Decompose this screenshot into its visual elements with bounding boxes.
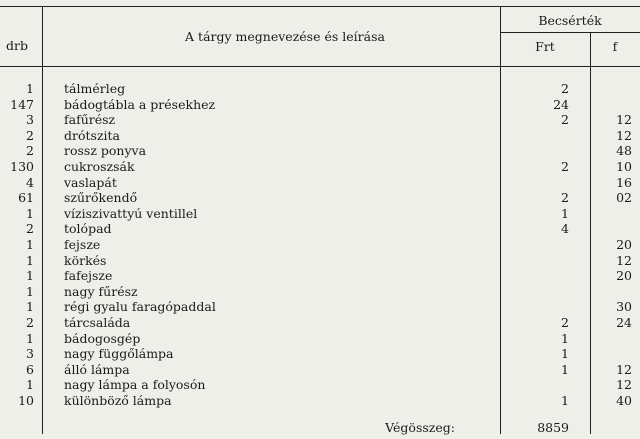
- header-f: f: [612, 39, 618, 54]
- row-name: bádogosgép: [64, 330, 141, 346]
- row-f: 48: [616, 143, 632, 159]
- row-f: 12: [616, 127, 632, 143]
- row-f: 10: [616, 159, 632, 174]
- row-count: 3: [26, 112, 34, 128]
- table-row: [0, 393, 640, 409]
- table-row: [0, 237, 640, 253]
- row-count: 1: [26, 283, 34, 299]
- table-row: [0, 112, 640, 128]
- row-name: fejsze: [64, 237, 101, 252]
- row-count: 1: [26, 81, 34, 96]
- row-name: víziszivattyú ventillel: [64, 205, 198, 221]
- row-name: körkés: [64, 252, 107, 268]
- row-count: 4: [26, 174, 34, 190]
- table-row: [0, 315, 640, 331]
- row-name: nagy fűrész: [64, 283, 138, 299]
- table-row: [0, 284, 640, 300]
- row-f: 30: [616, 299, 632, 315]
- row-count: 1: [26, 268, 34, 284]
- row-frt: 1: [561, 346, 569, 362]
- table-row: [0, 190, 640, 206]
- row-f: 12: [616, 252, 632, 268]
- row-name: rossz ponyva: [64, 143, 147, 159]
- row-frt: 2: [561, 315, 569, 330]
- row-f: 24: [616, 315, 632, 330]
- table-row: [0, 253, 640, 269]
- row-frt: 1: [561, 393, 569, 408]
- table-row: [0, 81, 640, 97]
- row-frt: 24: [553, 96, 569, 112]
- row-name: régi gyalu faragópaddal: [64, 299, 216, 315]
- row-count: 147: [10, 96, 34, 112]
- table-row: [0, 362, 640, 378]
- row-name: bádogtábla a présekhez: [64, 96, 216, 112]
- row-count: 1: [26, 205, 34, 221]
- row-count: 61: [18, 190, 34, 206]
- row-frt: 4: [561, 221, 569, 237]
- row-frt: 2: [561, 81, 569, 96]
- table-row: [0, 331, 640, 347]
- row-count: 6: [26, 361, 34, 377]
- row-frt: 1: [561, 330, 569, 346]
- row-f: 12: [616, 377, 632, 393]
- row-name: vaslapát: [64, 174, 117, 190]
- row-count: 2: [26, 127, 34, 143]
- table-row: [0, 128, 640, 144]
- row-count: 1: [26, 330, 34, 346]
- row-name: fafejsze: [64, 268, 113, 284]
- table-row: [0, 143, 640, 159]
- row-name: fafűrész: [64, 112, 116, 128]
- row-count: 2: [26, 221, 34, 237]
- row-count: 1: [26, 299, 34, 315]
- header-description: A tárgy megnevezése és leírása: [185, 29, 385, 44]
- row-name: tárcsaláda: [64, 315, 131, 330]
- row-count: 130: [10, 159, 34, 174]
- row-count: 2: [26, 143, 34, 159]
- top-rule: [0, 6, 640, 7]
- row-f: 40: [616, 393, 632, 408]
- table-row: [0, 97, 640, 113]
- row-frt: 1: [561, 361, 569, 377]
- row-name: szűrőkendő: [64, 190, 138, 206]
- row-frt: 2: [561, 112, 569, 128]
- table-row: [0, 221, 640, 237]
- row-name: cukroszsák: [64, 159, 135, 174]
- header-value: Becsérték: [538, 13, 602, 28]
- row-frt: 1: [561, 205, 569, 221]
- row-f: 12: [616, 361, 632, 377]
- table-row: [0, 175, 640, 191]
- header-frt: Frt: [535, 39, 555, 54]
- row-f: 20: [616, 268, 632, 284]
- row-count: 10: [18, 393, 34, 408]
- table-row: [0, 346, 640, 362]
- row-count: 1: [26, 252, 34, 268]
- row-name: drótszita: [64, 127, 120, 143]
- row-name: nagy függőlámpa: [64, 346, 174, 362]
- row-name: nagy lámpa a folyosón: [64, 377, 206, 393]
- row-frt: 2: [561, 159, 569, 174]
- row-f: 12: [616, 112, 632, 128]
- row-name: különböző lámpa: [64, 393, 172, 408]
- header-drb: drb: [6, 38, 28, 53]
- row-count: 2: [26, 315, 34, 330]
- table-row: [0, 268, 640, 284]
- row-name: tolópad: [64, 221, 112, 237]
- subheader-rule: [500, 32, 640, 33]
- table-row: [0, 159, 640, 175]
- row-f: 20: [616, 237, 632, 252]
- table-row: [0, 206, 640, 222]
- row-frt: 2: [561, 190, 569, 206]
- table-row: [0, 299, 640, 315]
- row-f: 16: [616, 174, 632, 190]
- total-label: Végösszeg:: [385, 420, 455, 435]
- row-name: tálmérleg: [64, 81, 126, 96]
- row-f: 02: [616, 190, 632, 206]
- table-row: [0, 377, 640, 393]
- row-count: 1: [26, 377, 34, 393]
- row-name: álló lámpa: [64, 361, 130, 377]
- total-value: 8859: [537, 420, 569, 435]
- header-bottom-rule: [0, 66, 640, 67]
- row-count: 1: [26, 237, 34, 252]
- row-count: 3: [26, 346, 34, 362]
